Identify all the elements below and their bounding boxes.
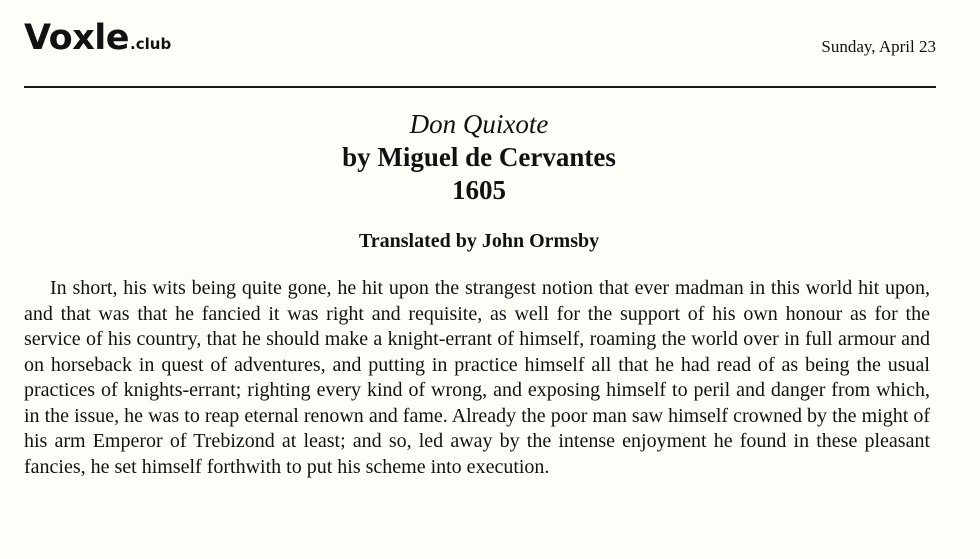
book-title: Don Quixote: [409, 109, 549, 139]
site-logo[interactable]: [24, 18, 171, 58]
header-date: Sunday, April 23: [821, 37, 936, 56]
passage-text: In short, his wits being quite gone, he hit upon the strangest notion that ever madman in this world hit upon, and that was that he fancied it was right and requisite, as well for the support of his own honour as for the service of his country, that he should make a knight-errant of himself, roaming the world over in full armour and on horseback in quest of adventures, and putting in practice himself all that he had read of as being the usual practices of knights-errant; righting every kind of wrong, and exposing himself to peril and danger from which, in the issue, he was to reap eternal renown and fame. Already the poor man saw himself crowned by the might of his arm Emperor of Trebizond at least; and so, led away by the intense enjoyment he found in these pleasant fancies, he set himself forthwith to put his scheme into execution.: [24, 277, 930, 478]
site-logo-suffix: .club: [130, 35, 172, 53]
book-title-block: [0, 108, 958, 207]
book-author: by Miguel de Cervantes: [342, 142, 616, 172]
translator-credit: Translated by John Ormsby: [358, 230, 600, 252]
book-year: 1605: [452, 175, 506, 205]
site-logo-name: Voxle: [24, 18, 130, 58]
site-header: [24, 0, 936, 88]
